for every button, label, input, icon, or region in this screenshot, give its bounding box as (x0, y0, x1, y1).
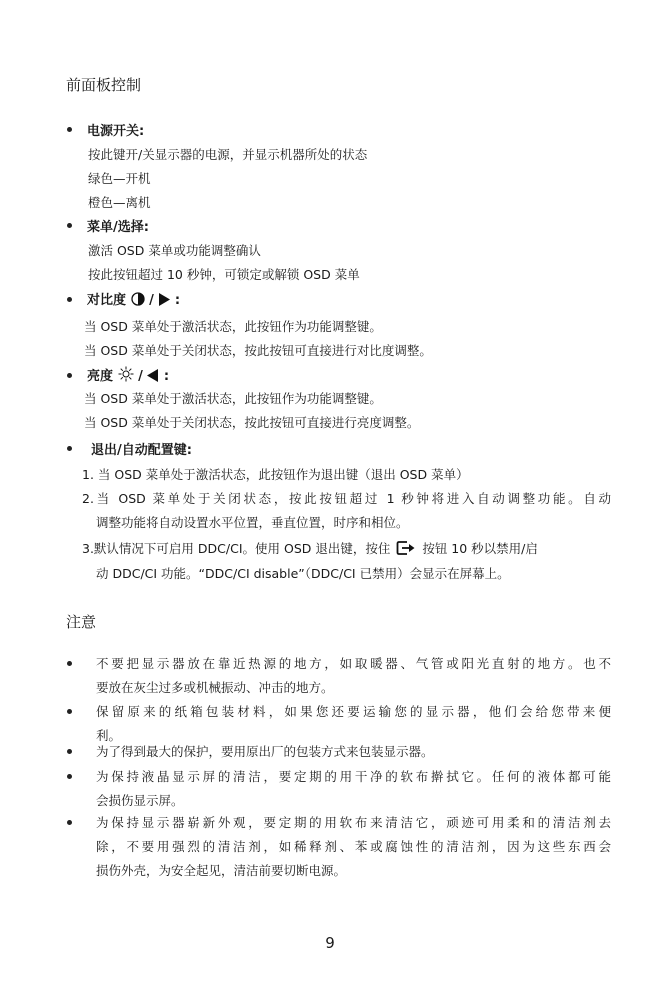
bullet (67, 223, 72, 228)
contrast-line: 当 OSD 菜单处于关闭状态，按此按钮可直接进行对比度调整。 (84, 343, 432, 358)
notice-item-line: 保留原来的纸箱包装材料，如果您还要运输您的显示器，他们会给您带来便 (96, 704, 611, 719)
exit-item-2-line-2: 调整功能将自动设置水平位置，垂直位置，时序和相位。 (96, 515, 409, 530)
exit-item-2-line-1: 2.当 OSD 菜单处于关闭状态，按此按钮超过 1 秒钟将进入自动调整功能。自动 (82, 491, 611, 506)
notice-item-line: 为保持液晶显示屏的清洁，要定期的用干净的软布擀拭它。任何的液体都可能 (96, 769, 611, 784)
exit-icon (396, 540, 416, 556)
contrast-line: 当 OSD 菜单处于激活状态，此按钮作为功能调整键。 (84, 319, 382, 334)
exit-item-3-line-1 (82, 539, 538, 557)
bullet (67, 127, 72, 132)
contrast-icon (131, 292, 145, 306)
bullet (67, 446, 72, 451)
left-arrow-icon (147, 369, 159, 382)
contrast-title-text: 对比度 (87, 293, 127, 308)
title-colon: : (163, 369, 170, 384)
menu-line: 激活 OSD 菜单或功能调整确认 (88, 243, 261, 258)
exit-title: 退出/自动配置键: (91, 443, 192, 458)
bullet (67, 709, 72, 714)
power-line: 按此键开/关显示器的电源，并显示机器所处的状态 (88, 147, 368, 162)
notice-item-line: 为保持显示器崭新外观，要定期的用软布来清洁它，顽迹可用柔和的清洁剂去 (96, 815, 611, 830)
menu-line: 按此按钮超过 10 秒钟，可锁定或解锁 OSD 菜单 (88, 267, 360, 282)
notice-item-line: 不要把显示器放在靠近热源的地方，如取暖器、气管或阳光直射的地方。也不 (96, 656, 611, 671)
exit-item-1: 1. 当 OSD 菜单处于激活状态，此按钮作为退出键（退出 OSD 菜单） (82, 467, 469, 482)
brightness-line: 当 OSD 菜单处于激活状态，此按钮作为功能调整键。 (84, 391, 382, 406)
sun-icon (118, 366, 134, 382)
bullet (67, 820, 72, 825)
notice-item-line: 损伤外壳，为安全起见，清洁前要切断电源。 (96, 863, 347, 878)
bullet (67, 774, 72, 779)
brightness-title (87, 365, 169, 384)
exit-item-3-text-a: 3.默认情况下可启用 DDC/CI。使用 OSD 退出键，按住 (82, 541, 391, 556)
power-title: 电源开关: (87, 124, 145, 139)
bullet (67, 749, 72, 754)
notice-item-line: 利。 (96, 728, 122, 743)
page-title: 前面板控制 (66, 76, 142, 94)
notice-item-line: 会损伤显示屏。 (96, 793, 184, 808)
notice-item-line: 要放在灰尘过多或机械振动、冲击的地方。 (96, 680, 334, 695)
bullet (67, 373, 72, 378)
exit-item-3-line-2: 动 DDC/CI 功能。“DDC/CI disable”（DDC/CI 已禁用）会显示在屏幕上。 (96, 566, 510, 581)
right-arrow-icon (158, 293, 170, 306)
notice-item-line: 为了得到最大的保护，要用原出厂的包装方式来包装显示器。 (96, 744, 434, 759)
contrast-title (87, 289, 180, 308)
bullet (67, 661, 72, 666)
bullet (67, 297, 72, 302)
title-separator: / (149, 293, 154, 308)
menu-title: 菜单/选择: (87, 220, 149, 235)
notice-item-line: 除，不要用强烈的清洁剂，如稀释剂、苯或腐蚀性的清洁剂，因为这些东西会 (96, 839, 611, 854)
page-number: 9 (325, 934, 335, 952)
title-colon: : (174, 293, 181, 308)
power-line: 绿色—开机 (88, 171, 151, 186)
brightness-line: 当 OSD 菜单处于关闭状态，按此按钮可直接进行亮度调整。 (84, 415, 420, 430)
notice-title: 注意 (66, 613, 97, 631)
brightness-title-text: 亮度 (87, 369, 114, 384)
title-separator: / (138, 369, 143, 384)
exit-item-3-text-b: 按钮 10 秒以禁用/启 (422, 541, 538, 556)
power-line: 橙色—离机 (88, 195, 151, 210)
